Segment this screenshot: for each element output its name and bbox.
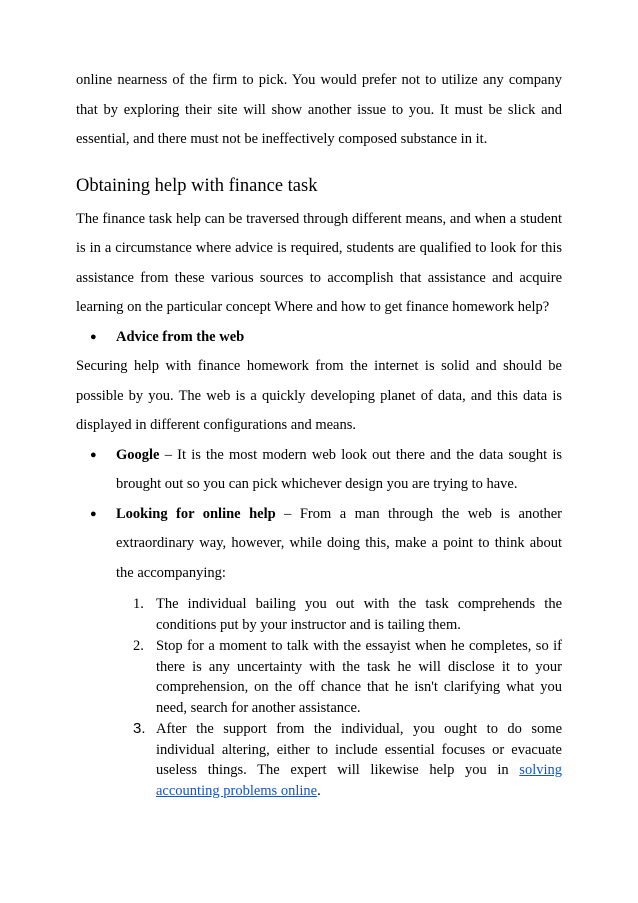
section-heading: Obtaining help with finance task bbox=[76, 175, 318, 196]
finance-help-paragraph: The finance task help can be traversed through different means, and when a student is in a circumstance where advice is required, students are qualified to look for this assistance from these various sources to accomplish that assistance and acquire learning on the particular concept Where and how to get finance homework help? bbox=[76, 210, 562, 315]
bullet-online-label: Looking for online help bbox=[116, 505, 276, 522]
item-number: 2. bbox=[133, 638, 144, 654]
bullet-advice-from-web bbox=[76, 323, 562, 353]
bullet-online-help bbox=[76, 500, 562, 589]
bullet-google bbox=[76, 441, 562, 500]
numbered-item-3-text: After the support from the individual, you ought to do some individual altering, either to include essential focuses or evacuate useless things. The expert will likewise help you in bbox=[156, 721, 562, 778]
numbered-item-1 bbox=[76, 594, 562, 635]
numbered-item-text bbox=[156, 719, 562, 801]
accounting-problems-link[interactable]: solving accounting problems online bbox=[156, 762, 562, 799]
numbered-item-3-end: . bbox=[317, 782, 321, 799]
document-page bbox=[76, 66, 562, 802]
numbered-item-3 bbox=[76, 719, 562, 801]
numbered-item-text: The individual bailing you out with the task comprehends the conditions put by your instructor and is tailing them. bbox=[156, 596, 562, 633]
bullet-icon: ● bbox=[90, 330, 97, 343]
bullet-icon: ● bbox=[90, 507, 97, 520]
bullet-advice-label: Advice from the web bbox=[116, 328, 245, 345]
item-number: 3. bbox=[133, 720, 146, 737]
intro-paragraph: online nearness of the firm to pick. You would prefer not to utilize any company that by exploring their site will show another issue to you. It must be slick and essential, and there must not be ineffectively composed substance in it. bbox=[76, 72, 562, 147]
web-help-paragraph: Securing help with finance homework from the internet is solid and should be possible by you. The web is a quickly developing planet of data, and this data is displayed in different configurations and means. bbox=[76, 358, 562, 433]
bullet-online-text: – From a man through the web is another extraordinary way, however, while doing this, make a point to think about the accompanying: bbox=[116, 505, 562, 581]
bullet-google-label: Google bbox=[116, 446, 160, 463]
item-number: 1. bbox=[133, 596, 144, 612]
bullet-icon: ● bbox=[90, 448, 97, 461]
bullet-google-text: – It is the most modern web look out there and the data sought is brought out so you can pick whichever design you are trying to have. bbox=[116, 446, 562, 492]
numbered-item-text: Stop for a moment to talk with the essayist when he completes, so if there is any uncertainty with the task he will disclose it to your comprehension, on the off chance that he isn't clarifying what you need, search for another assistance. bbox=[156, 638, 562, 716]
numbered-item-2 bbox=[76, 636, 562, 718]
